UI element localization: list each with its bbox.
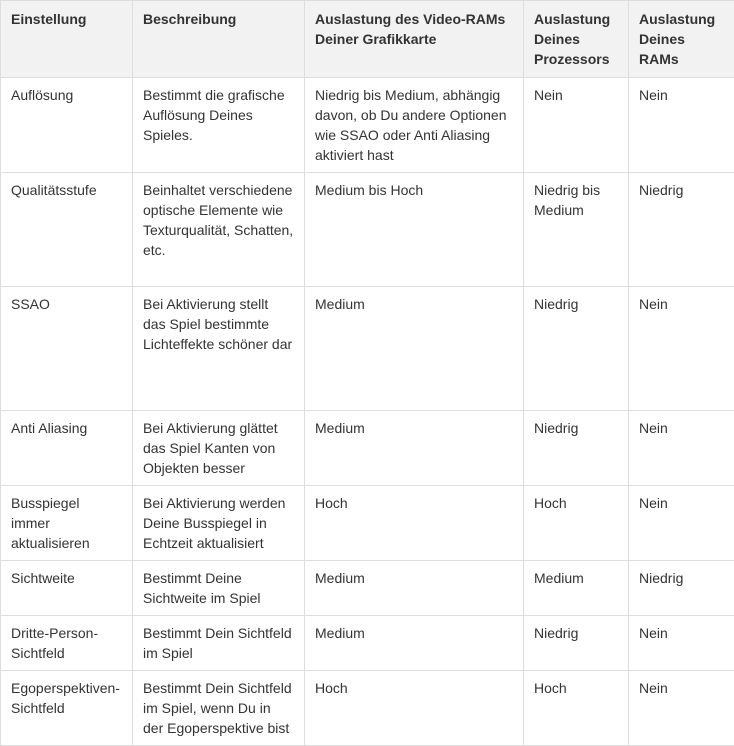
table-row	[1, 486, 734, 561]
header-setting: Einstellung	[1, 1, 133, 78]
cell-vram-usage: Hoch	[305, 671, 524, 746]
cell-setting: Busspiegel immer aktualisieren	[1, 486, 133, 561]
table-row	[1, 561, 734, 616]
cell-cpu-usage: Hoch	[524, 671, 629, 746]
cell-description: Bestimmt Dein Sichtfeld im Spiel, wenn Du in der Egoperspektive bist	[133, 671, 305, 746]
cell-setting: Qualitätsstufe	[1, 173, 133, 287]
cell-ram-usage: Nein	[629, 486, 734, 561]
cell-ram-usage: Nein	[629, 616, 734, 671]
header-cpu-usage: Auslastung Deines Prozessors	[524, 1, 629, 78]
cell-cpu-usage: Niedrig	[524, 287, 629, 411]
cell-ram-usage: Nein	[629, 671, 734, 746]
cell-vram-usage: Medium bis Hoch	[305, 173, 524, 287]
cell-setting: Sichtweite	[1, 561, 133, 616]
header-ram-usage: Auslastung Deines RAMs	[629, 1, 734, 78]
header-description: Beschreibung	[133, 1, 305, 78]
cell-vram-usage: Medium	[305, 287, 524, 411]
cell-ram-usage: Nein	[629, 411, 734, 486]
cell-setting: Egoperspektiven-Sichtfeld	[1, 671, 133, 746]
cell-description: Bei Aktivierung glättet das Spiel Kanten von Objekten besser	[133, 411, 305, 486]
cell-vram-usage: Hoch	[305, 486, 524, 561]
cell-vram-usage: Medium	[305, 561, 524, 616]
cell-cpu-usage: Niedrig bis Medium	[524, 173, 629, 287]
cell-description: Bestimmt Deine Sichtweite im Spiel	[133, 561, 305, 616]
cell-description: Bestimmt Dein Sichtfeld im Spiel	[133, 616, 305, 671]
header-vram-usage: Auslastung des Video-RAMs Deiner Grafikkarte	[305, 1, 524, 78]
cell-cpu-usage: Nein	[524, 78, 629, 173]
cell-setting: SSAO	[1, 287, 133, 411]
table-row	[1, 616, 734, 671]
cell-cpu-usage: Niedrig	[524, 616, 629, 671]
cell-setting: Auflösung	[1, 78, 133, 173]
cell-cpu-usage: Hoch	[524, 486, 629, 561]
cell-setting: Anti Aliasing	[1, 411, 133, 486]
cell-description: Bei Aktivierung werden Deine Busspiegel in Echtzeit aktualisiert	[133, 486, 305, 561]
cell-ram-usage: Nein	[629, 287, 734, 411]
cell-ram-usage: Nein	[629, 78, 734, 173]
cell-ram-usage: Niedrig	[629, 561, 734, 616]
cell-vram-usage: Medium	[305, 616, 524, 671]
cell-ram-usage: Niedrig	[629, 173, 734, 287]
table-header-row	[1, 1, 734, 78]
cell-setting: Dritte-Person-Sichtfeld	[1, 616, 133, 671]
cell-vram-usage: Medium	[305, 411, 524, 486]
cell-description: Beinhaltet verschiedene optische Elemente wie Texturqualität, Schatten, etc.	[133, 173, 305, 287]
cell-description: Bei Aktivierung stellt das Spiel bestimmte Lichteffekte schöner dar	[133, 287, 305, 411]
table-row	[1, 671, 734, 746]
table-row	[1, 78, 734, 173]
cell-description: Bestimmt die grafische Auflösung Deines Spieles.	[133, 78, 305, 173]
cell-vram-usage: Niedrig bis Medium, abhängig davon, ob Du andere Optionen wie SSAO oder Anti Aliasing aktiviert hast	[305, 78, 524, 173]
cell-cpu-usage: Medium	[524, 561, 629, 616]
table-row	[1, 411, 734, 486]
table-row	[1, 287, 734, 411]
cell-cpu-usage: Niedrig	[524, 411, 629, 486]
table-row	[1, 173, 734, 287]
